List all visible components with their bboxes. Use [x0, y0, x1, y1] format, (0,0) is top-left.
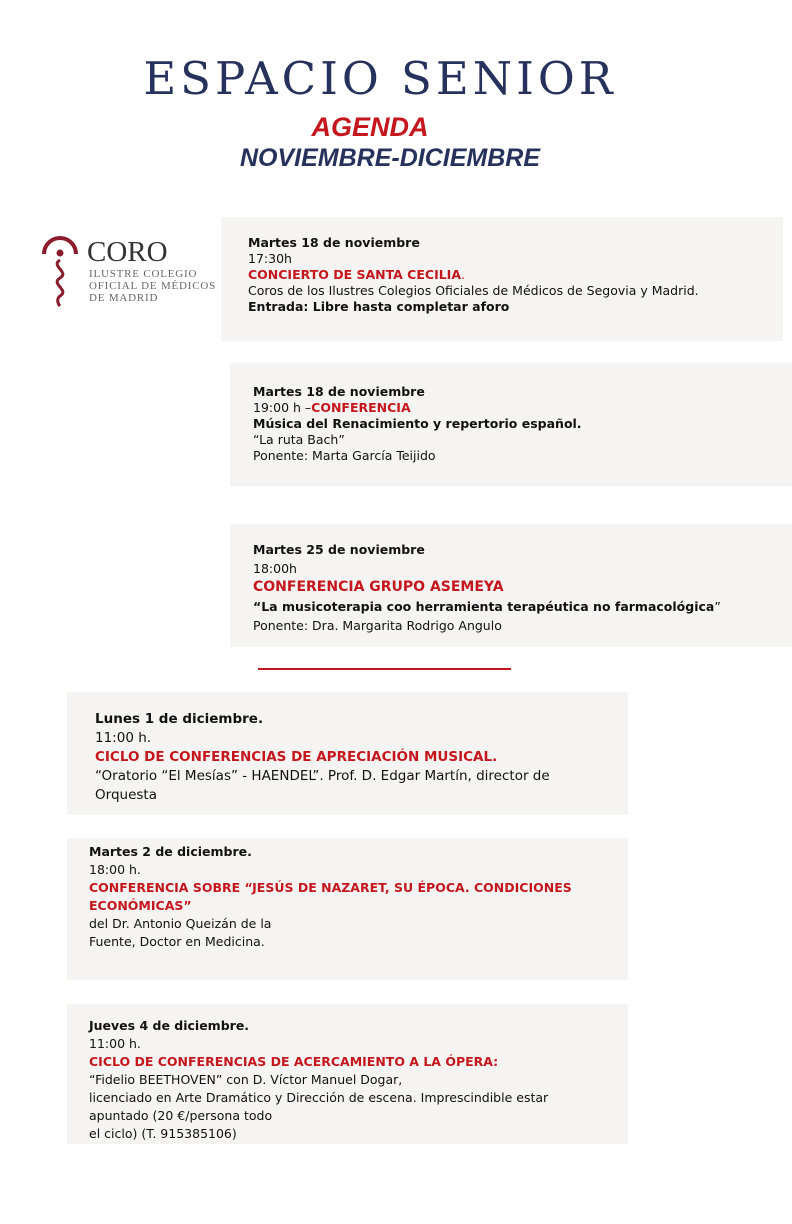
event-card-2 — [230, 363, 792, 486]
event-contact: el ciclo) (T. 915385106) — [89, 1126, 237, 1141]
event-time: 18:00h — [253, 561, 297, 576]
coro-logo — [40, 234, 220, 314]
period-heading: NOVIEMBRE-DICIEMBRE — [239, 144, 540, 172]
event-price: apuntado (20 €/persona todo — [89, 1108, 273, 1123]
event-time: 11:00 h. — [89, 1036, 141, 1051]
event-card-6 — [67, 1004, 628, 1144]
event-title: CONFERENCIA — [311, 400, 411, 415]
event-description: “La musicoterapia coo herramienta terapéutica no farmacológica — [253, 599, 715, 614]
event-card-3 — [230, 524, 792, 647]
event-card-1 — [221, 217, 783, 341]
event-date: Martes 18 de noviembre — [248, 235, 420, 250]
logo-subtitle: ILUSTRE COLEGIO OFICIAL DE MÉDICOS DE MADRID — [89, 268, 217, 304]
event-speaker: Ponente: Dra. Margarita Rodrigo Angulo — [253, 618, 502, 633]
event-title: CONFERENCIA SOBRE “JESÚS DE NAZARET, SU ÉPOCA. CONDICIONES — [89, 880, 572, 895]
agenda-heading: AGENDA — [311, 112, 429, 142]
event-title: CICLO DE CONFERENCIAS DE ACERCAMIENTO A LA ÓPERA: — [89, 1054, 499, 1069]
event-title: CONFERENCIA GRUPO ASEMEYA — [253, 579, 504, 595]
event-time: 17:30h — [248, 251, 292, 266]
event-title: CICLO DE CONFERENCIAS DE APRECIACIÓN MUSICAL. — [95, 749, 498, 765]
event-description: del Dr. Antonio Queizán de la — [89, 916, 272, 931]
event-time: 19:00 h – — [253, 400, 312, 415]
event-description-cont: Orquesta — [95, 787, 157, 803]
event-description-end: ” — [714, 599, 721, 614]
section-divider — [258, 668, 511, 670]
event-date: Martes 18 de noviembre — [253, 384, 425, 399]
event-title-cont: ECONÓMICAS” — [89, 898, 192, 913]
event-subtitle: “La ruta Bach” — [253, 432, 345, 447]
event-date: Lunes 1 de diciembre. — [95, 711, 264, 727]
event-title: CONCIERTO DE SANTA CECILIA — [248, 267, 462, 282]
caduceus-icon — [40, 234, 80, 308]
event-card-4 — [67, 692, 628, 815]
event-description: “Oratorio “El Mesías” - HAENDEL”. Prof. D. Edgar Martín, director de — [95, 768, 550, 784]
page-title: ESPACIO SENIOR — [143, 52, 617, 105]
event-description: Música del Renacimiento y repertorio español. — [253, 416, 582, 431]
event-description-cont: Fuente, Doctor en Medicina. — [89, 934, 265, 949]
event-title-suffix: . — [461, 267, 465, 282]
event-date: Jueves 4 de diciembre. — [89, 1018, 250, 1033]
event-card-5 — [67, 838, 628, 980]
event-time: 18:00 h. — [89, 862, 141, 877]
event-description-cont: licenciado en Arte Dramático y Dirección de escena. Imprescindible estar — [89, 1090, 549, 1105]
event-date: Martes 25 de noviembre — [253, 542, 425, 557]
event-description: “Fidelio BEETHOVEN” con D. Víctor Manuel Dogar, — [89, 1072, 403, 1087]
event-speaker: Ponente: Marta García Teijido — [253, 448, 436, 463]
event-description: Coros de los Ilustres Colegios Oficiales de Médicos de Segovia y Madrid. — [248, 283, 699, 298]
event-time: 11:00 h. — [95, 730, 152, 746]
event-entry-note: Entrada: Libre hasta completar aforo — [248, 299, 510, 314]
event-date: Martes 2 de diciembre. — [89, 844, 252, 859]
logo-name: CORO — [87, 236, 168, 268]
